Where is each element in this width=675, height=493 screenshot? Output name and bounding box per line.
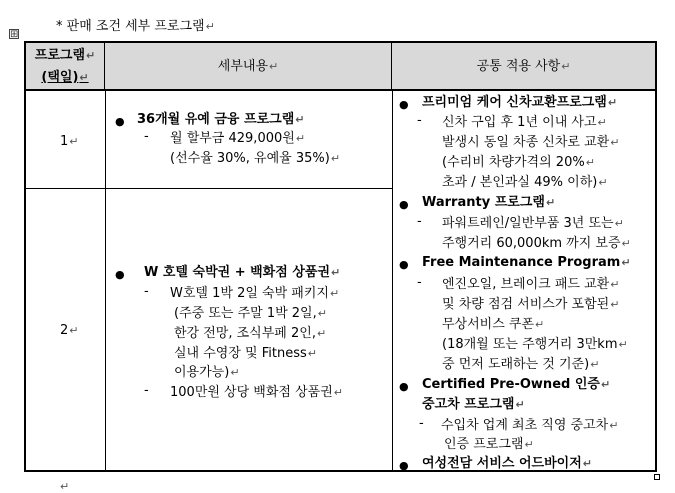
common-1-title: 프리미엄 케어 신차교환프로그램↵ (422, 95, 618, 110)
row-1-title: 36개월 유예 금융 프로그램↵ (137, 112, 305, 127)
bullet-icon: ● (399, 98, 409, 111)
common-2-title: Warranty 프로그램↵ (422, 195, 556, 210)
row-1-line-1: 월 할부금 429,000원↵ (170, 131, 306, 146)
row-2-number: 2↵ (60, 323, 79, 338)
dash-icon: - (417, 113, 422, 128)
header-details-text: 세부내용↵ (217, 59, 279, 74)
header-common-text: 공통 적용 사항↵ (476, 59, 571, 74)
common-3-line-5: 중 먼저 도래하는 것 기준)↵ (442, 357, 600, 372)
dash-icon: - (417, 214, 422, 229)
common-4-line-2: 인증 프로그램↵ (444, 437, 534, 452)
common-5-title: 여성전담 서비스 어드바이저↵ (422, 456, 592, 471)
bullet-icon: ● (115, 268, 125, 281)
row-1-line-2: (선수율 30%, 유예율 35%)↵ (170, 151, 341, 166)
bullet-icon: ● (115, 115, 125, 128)
page-heading (56, 15, 215, 34)
common-1-line-3: (수리비 차량가격의 20%↵ (442, 155, 595, 170)
dash-icon: - (144, 129, 149, 144)
row-2-item1-line-1: W호텔 1박 2일 숙박 패키지↵ (170, 286, 340, 301)
bullet-icon: ● (399, 198, 409, 211)
row-2-item1-line-3: 한강 전망, 조식부페 2인,↵ (174, 326, 327, 341)
paragraph-mark: ↵ (205, 20, 215, 33)
bullet-icon: ● (399, 459, 409, 472)
dash-icon: - (419, 416, 424, 431)
col-divider-2 (392, 91, 393, 472)
dash-icon: - (144, 383, 149, 398)
common-4-line-1: 수입차 업계 최초 직영 중고차↵ (441, 418, 619, 433)
common-3-line-1: 엔진오일, 브레이크 패드 교환↵ (442, 277, 620, 292)
col-divider-1 (105, 91, 106, 472)
dash-icon: - (417, 275, 422, 290)
common-4-title-line-2: 중고차 프로그램↵ (422, 397, 525, 412)
row-2-item1-line-2: (주중 또는 주말 1박 2일,↵ (174, 306, 327, 321)
header-common (392, 43, 655, 91)
common-1-line-2: 발생시 동일 차종 신차로 교환↵ (442, 135, 620, 150)
dash-icon: - (144, 284, 149, 299)
common-2-line-1: 파워트레인/일반부품 3년 또는↵ (442, 216, 624, 231)
common-3-title: Free Maintenance Program↵ (422, 255, 631, 270)
row-2-item2: 100만원 상당 백화점 상품권↵ (170, 385, 344, 400)
common-4-title-line-1: Certified Pre-Owned 인증↵ (422, 377, 611, 392)
common-1-line-4: 초과 / 본인과실 49% 이하)↵ (442, 175, 608, 190)
common-1-line-1: 신차 구입 후 1년 이내 사고↵ (442, 115, 607, 130)
row-2-item1-line-4: 실내 수영장 및 Fitness↵ (174, 346, 317, 361)
bullet-icon: ● (399, 258, 409, 271)
program-table (24, 41, 657, 472)
row-2-item1-line-5: 이용가능)↵ (174, 365, 240, 380)
common-3-line-3: 무상서비스 쿠폰↵ (442, 317, 545, 332)
row-1-number: 1↵ (60, 134, 79, 149)
end-paragraph-mark: ↵ (60, 480, 70, 493)
header-program-line2: (택일)↵ (41, 70, 89, 85)
table-resize-handle[interactable] (654, 474, 660, 480)
table-move-handle-icon[interactable]: ⊞ (10, 29, 19, 40)
common-2-line-2: 주행거리 60,000km 까지 보증↵ (442, 236, 631, 251)
header-program (26, 43, 105, 91)
common-3-line-2: 및 차량 점검 서비스가 포함된↵ (442, 297, 620, 312)
heading-text: * 판매 조건 세부 프로그램 (56, 19, 205, 34)
common-3-line-4: (18개월 또는 주행거리 3만km↵ (442, 337, 628, 352)
row-2-title: W 호텔 숙박권 + 백화점 상품권↵ (144, 265, 341, 280)
header-details (105, 43, 392, 91)
header-program-line1: 프로그램↵ (34, 48, 96, 63)
bullet-icon: ● (399, 380, 409, 393)
row-divider (26, 188, 392, 189)
